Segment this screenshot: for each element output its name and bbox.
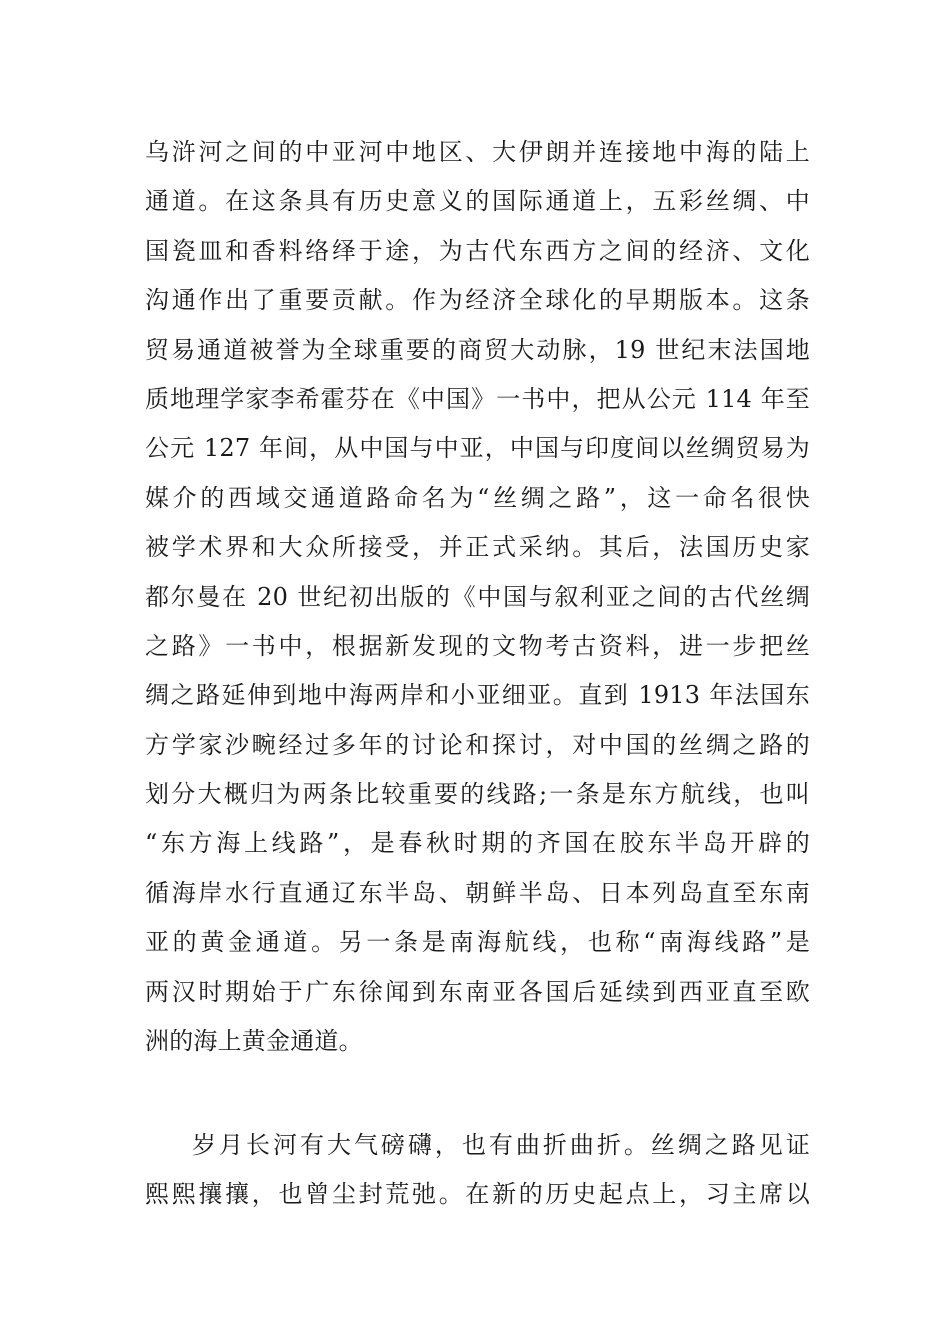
text-line: 亚的黄金通道。另一条是南海航线，也称“南海线路”是 bbox=[145, 928, 810, 957]
text-line: 沟通作出了重要贡献。作为经济全球化的早期版本。这条 bbox=[145, 286, 810, 315]
text-line: 公元 127 年间，从中国与中亚，中国与印度间以丝绸贸易为 bbox=[145, 434, 810, 463]
text-line: 质地理学家李希霍芬在《中国》一书中，把从公元 114 年至 bbox=[145, 384, 810, 413]
text-line: 国瓷皿和香料络绎于途，为古代东西方之间的经济、文化 bbox=[145, 236, 810, 265]
text-line: 媒介的西域交通道路命名为“丝绸之路”，这一命名很快 bbox=[145, 483, 810, 512]
text-line: 乌浒河之间的中亚河中地区、大伊朗并连接地中海的陆上 bbox=[145, 138, 810, 166]
text-line: 划分大概归为两条比较重要的线路;一条是东方航线，也叫 bbox=[145, 780, 810, 809]
text-line: 岁月长河有大气磅礴，也有曲折曲折。丝绸之路见证 bbox=[192, 1131, 810, 1159]
text-line: 通道。在这条具有历史意义的国际通道上，五彩丝绸、中 bbox=[145, 187, 810, 216]
text-line: 熙熙攘攘，也曾尘封荒弛。在新的历史起点上，习主席以 bbox=[145, 1180, 810, 1209]
text-line: 两汉时期始于广东徐闻到东南亚各国后延续到西亚直至欧 bbox=[145, 977, 810, 1006]
text-line: 方学家沙畹经过多年的讨论和探讨，对中国的丝绸之路的 bbox=[145, 730, 810, 759]
text-line: 贸易通道被誉为全球重要的商贸大动脉，19 世纪末法国地 bbox=[145, 335, 810, 364]
text-line: “东方海上线路”，是春秋时期的齐国在胶东半岛开辟的 bbox=[145, 829, 810, 858]
text-line: 洲的海上黄金通道。 bbox=[145, 1027, 363, 1056]
text-line: 循海岸水行直通辽东半岛、朝鲜半岛、日本列岛直至东南 bbox=[145, 878, 810, 907]
text-line: 绸之路延伸到地中海两岸和小亚细亚。直到 1913 年法国东 bbox=[145, 681, 810, 710]
text-line: 被学术界和大众所接受，并正式采纳。其后，法国历史家 bbox=[145, 533, 810, 562]
text-line: 之路》一书中，根据新发现的文物考古资料，进一步把丝 bbox=[145, 631, 810, 660]
paragraph-new-era bbox=[145, 1121, 810, 1220]
text-line: 都尔曼在 20 世纪初出版的《中国与叙利亚之间的古代丝绸 bbox=[145, 582, 810, 611]
paragraph-silk-road-history bbox=[145, 128, 810, 1066]
